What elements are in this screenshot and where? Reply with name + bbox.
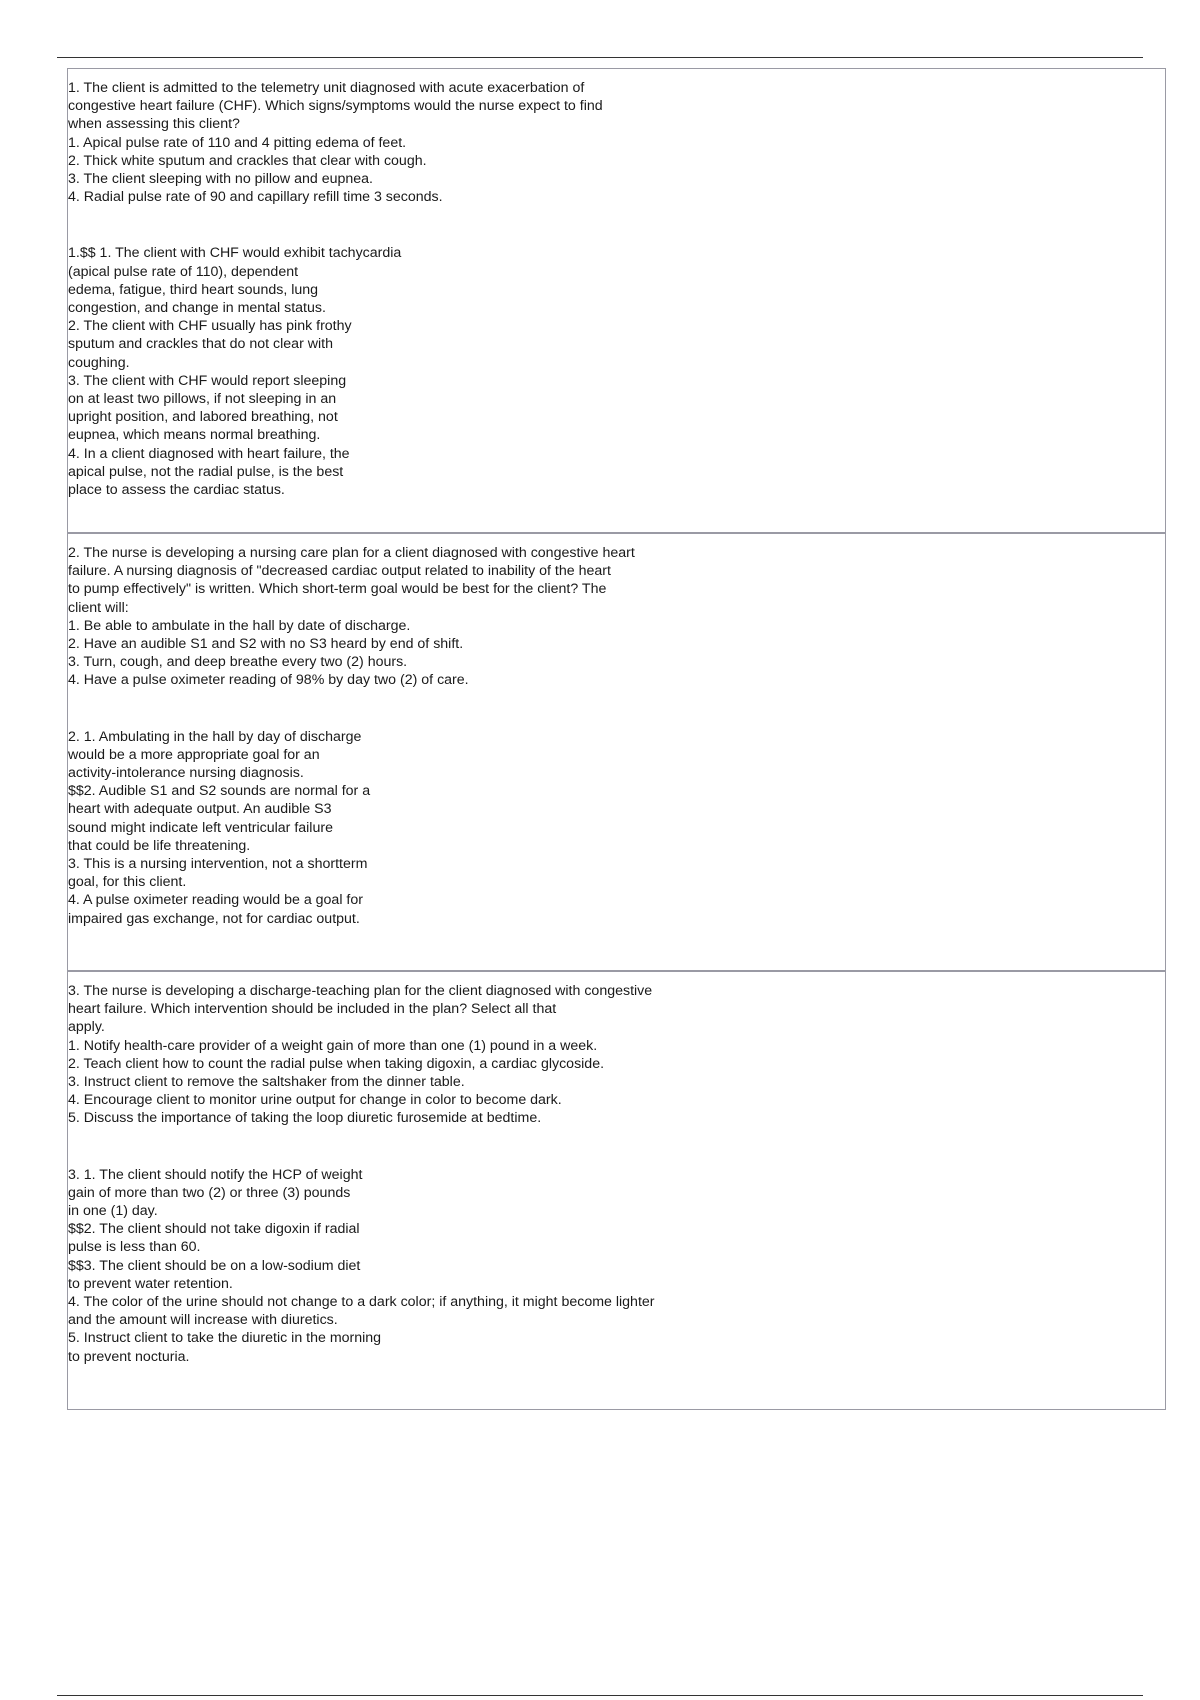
footer-rule [57, 1695, 1143, 1696]
header-rule [57, 57, 1143, 58]
flashcard-table [67, 68, 1166, 1410]
answer-text: 2. 1. Ambulating in the hall by day of discharge would be a more appropriate goal for an activity-intolerance nursing diagnosis. $$2. Audible S1 and S2 sounds are normal for a heart with adequate output. An audible S3 sound might indicate left ventricular failure that could be life threatening. 3. This is a nursing intervention, not a shortterm goal, for this client. 4. A pulse oximeter reading would be a goal for impaired gas exchange, not for cardiac output. [68, 728, 371, 927]
question-text: 2. The nurse is developing a nursing care plan for a client diagnosed with congestive heart failure. A nursing diagnosis of "decreased cardiac output related to inability of the heart to pump effectively" is written. Which short-term goal would be best for the client? The client will: 1. Be able to ambulate in the hall by date of discharge. 2. Have an audible S1 and S2 with no S3 heard by end of shift. 3. Turn, cough, and deep breathe every two (2) hours. 4. Have a pulse oximeter reading of 98% by day two (2) of care. [68, 545, 635, 689]
answer-text: 1.$$ 1. The client with CHF would exhibit tachycardia (apical pulse rate of 110), dependent edema, fatigue, third heart sounds, lung congestion, and change in mental status. 2. The client with CHF usually has pink frothy sputum and crackles that do not clear with coughing. 3. The client with CHF would report sleeping on at least two pillows, if not sleeping in an upright position, and labored breathing, not eupnea, which means normal breathing. 4. In a client diagnosed with heart failure, the apical pulse, not the radial pulse, is the best place to assess the cardiac status. [68, 245, 402, 499]
question-text: 1. The client is admitted to the telemetry unit diagnosed with acute exacerbation of congestive heart failure (CHF). Which signs/symptoms would the nurse expect to find when assessing this client? 1. Apical pulse rate of 110 and 4 pitting edema of feet. 2. Thick white sputum and crackles that clear with cough. 3. The client sleeping with no pillow and eupnea. 4. Radial pulse rate of 90 and capillary refill time 3 seconds. [68, 80, 603, 206]
question-text: 3. The nurse is developing a discharge-teaching plan for the client diagnosed with congestive heart failure. Which intervention should be included in the plan? Select all that apply. 1. Notify health-care provider of a weight gain of more than one (1) pound in a week. 2. Teach client how to count the radial pulse when taking digoxin, a cardiac glycoside. 3. Instruct client to remove the saltshaker from the dinner table. 4. Encourage client to monitor urine output for change in color to become dark. 5. Discuss the importance of taking the loop diuretic furosemide at bedtime. [68, 983, 653, 1127]
flashcard-1 [68, 69, 1165, 534]
flashcard-3 [68, 972, 1165, 1409]
flashcard-2 [68, 534, 1165, 972]
answer-text: 3. 1. The client should notify the HCP of weight gain of more than two (2) or three (3) pounds in one (1) day. $$2. The client should not take digoxin if radial pulse is less than 60. $$3. The client should be on a low-sodium diet to prevent water retention. 4. The color of the urine should not change to a dark color; if anything, it might become lighter and the amount will increase with diuretics. 5. Instruct client to take the diuretic in the morning to prevent nocturia. [68, 1166, 655, 1365]
